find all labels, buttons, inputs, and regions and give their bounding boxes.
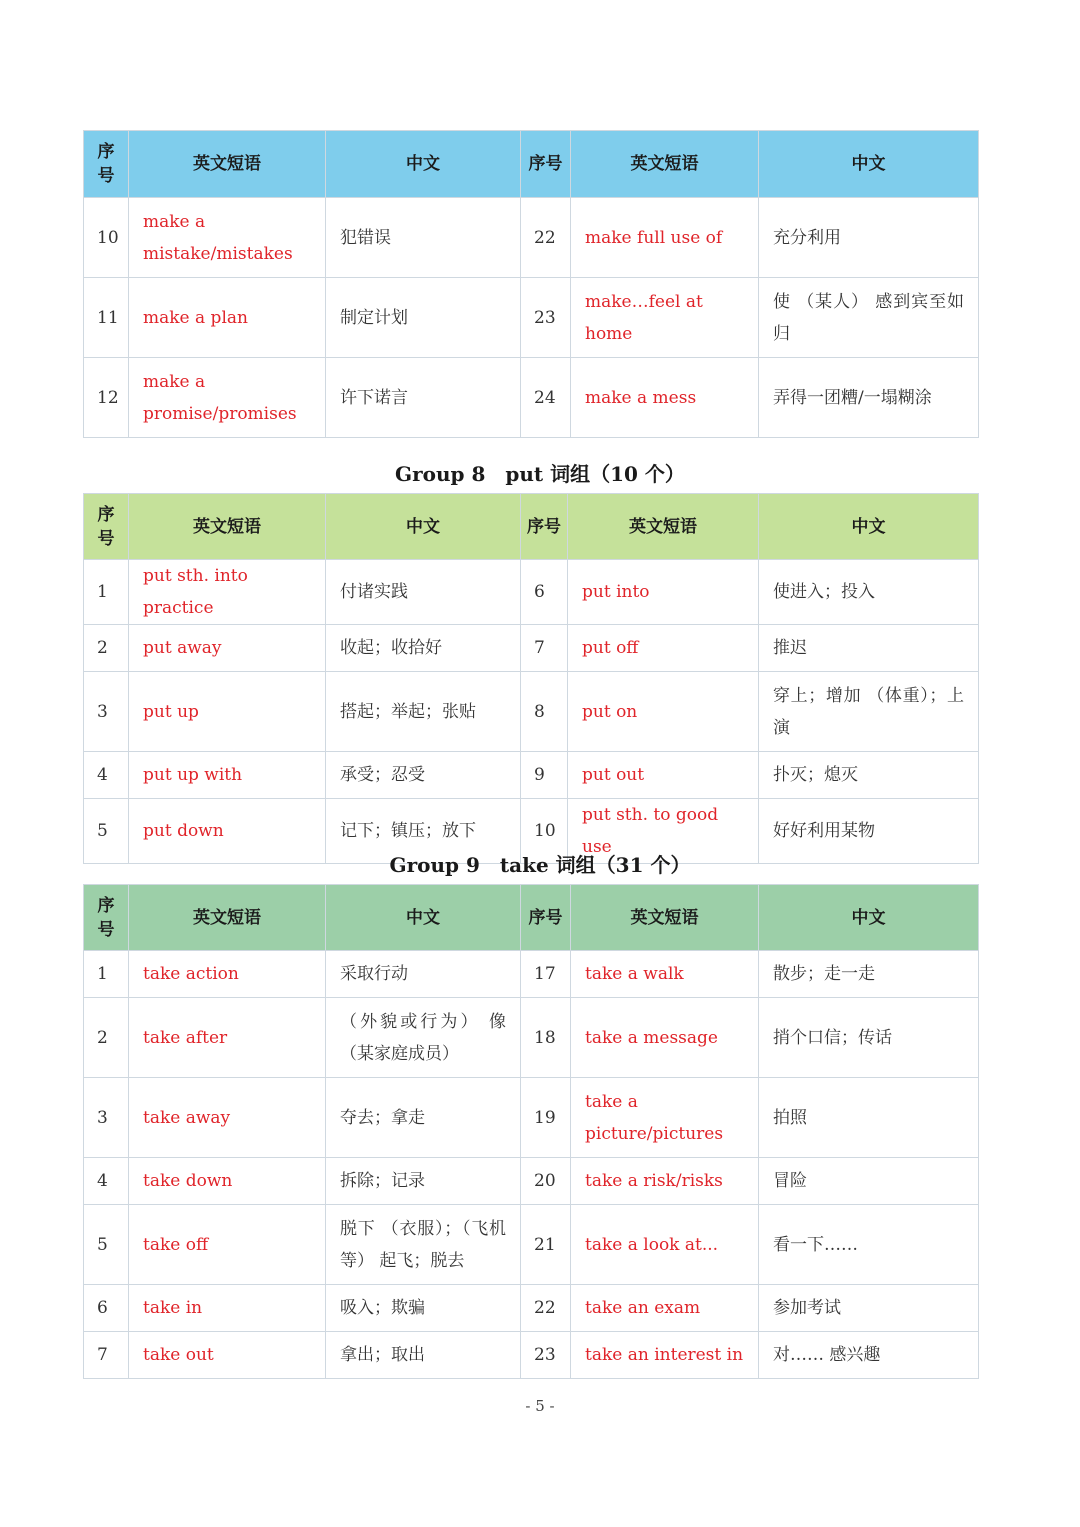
table-row — [84, 1285, 979, 1332]
english-phrase: put out — [568, 752, 759, 799]
chinese-meaning: 吸入；欺骗 — [326, 1285, 521, 1332]
make-phrases-table — [83, 130, 979, 438]
row-number: 18 — [521, 998, 571, 1078]
table-row — [84, 951, 979, 998]
header-phrase: 英文短语 — [129, 885, 326, 951]
english-phrase: put up — [129, 672, 326, 752]
chinese-meaning: 捎个口信；传话 — [759, 998, 979, 1078]
english-phrase: take a risk/risks — [571, 1158, 759, 1205]
row-number: 12 — [84, 358, 129, 438]
row-number: 21 — [521, 1205, 571, 1285]
chinese-meaning: 散步；走一走 — [759, 951, 979, 998]
table-row — [84, 560, 979, 625]
chinese-meaning: 使进入；投入 — [759, 560, 979, 625]
english-phrase: make a mess — [571, 358, 759, 438]
header-phrase: 英文短语 — [568, 494, 759, 560]
chinese-meaning: 冒险 — [759, 1158, 979, 1205]
row-number: 3 — [84, 1078, 129, 1158]
chinese-meaning: 付诸实践 — [326, 560, 521, 625]
english-phrase: put on — [568, 672, 759, 752]
chinese-meaning: 好好利用某物 — [759, 799, 979, 864]
english-phrase: make a promise/promises — [129, 358, 326, 438]
chinese-meaning: 承受；忍受 — [326, 752, 521, 799]
english-phrase: put up with — [129, 752, 326, 799]
english-phrase: make a mistake/mistakes — [129, 198, 326, 278]
english-phrase: make…feel at home — [571, 278, 759, 358]
chinese-meaning: 对…… 感兴趣 — [759, 1332, 979, 1379]
table-header-row — [84, 494, 979, 560]
english-phrase: make full use of — [571, 198, 759, 278]
header-num: 序号 — [521, 131, 571, 198]
chinese-meaning: 使 （某人） 感到宾至如归 — [759, 278, 979, 358]
table-row — [84, 278, 979, 358]
header-meaning: 中文 — [326, 494, 521, 560]
table-row — [84, 358, 979, 438]
row-number: 9 — [521, 752, 568, 799]
table-row — [84, 1332, 979, 1379]
english-phrase: make a plan — [129, 278, 326, 358]
english-phrase: put into — [568, 560, 759, 625]
row-number: 23 — [521, 1332, 571, 1379]
row-number: 22 — [521, 1285, 571, 1332]
header-phrase: 英文短语 — [571, 885, 759, 951]
english-phrase: put down — [129, 799, 326, 864]
row-number: 22 — [521, 198, 571, 278]
put-phrases-table — [83, 493, 979, 864]
chinese-meaning: 采取行动 — [326, 951, 521, 998]
chinese-meaning: 推迟 — [759, 625, 979, 672]
row-number: 7 — [84, 1332, 129, 1379]
row-number: 3 — [84, 672, 129, 752]
english-phrase: take an exam — [571, 1285, 759, 1332]
row-number: 2 — [84, 998, 129, 1078]
row-number: 1 — [84, 560, 129, 625]
table-row — [84, 1205, 979, 1285]
table-row — [84, 1078, 979, 1158]
chinese-meaning: 看一下…… — [759, 1205, 979, 1285]
row-number: 19 — [521, 1078, 571, 1158]
table-row — [84, 625, 979, 672]
row-number: 20 — [521, 1158, 571, 1205]
row-number: 10 — [521, 799, 568, 864]
row-number: 10 — [84, 198, 129, 278]
header-meaning: 中文 — [759, 131, 979, 198]
english-phrase: take in — [129, 1285, 326, 1332]
chinese-meaning: 穿上；增加 （体重）；上演 — [759, 672, 979, 752]
english-phrase: take off — [129, 1205, 326, 1285]
header-num: 序号 — [521, 494, 568, 560]
row-number: 2 — [84, 625, 129, 672]
english-phrase: take down — [129, 1158, 326, 1205]
take-phrases-table — [83, 884, 979, 1379]
chinese-meaning: （外貌或行为） 像（某家庭成员） — [326, 998, 521, 1078]
chinese-meaning: 脱下 （衣服）；（飞机等） 起飞；脱去 — [326, 1205, 521, 1285]
chinese-meaning: 犯错误 — [326, 198, 521, 278]
chinese-meaning: 许下诺言 — [326, 358, 521, 438]
table-row — [84, 1158, 979, 1205]
chinese-meaning: 制定计划 — [326, 278, 521, 358]
row-number: 8 — [521, 672, 568, 752]
row-number: 5 — [84, 1205, 129, 1285]
english-phrase: take a look at... — [571, 1205, 759, 1285]
header-phrase: 英文短语 — [129, 494, 326, 560]
english-phrase: put sth. to good use — [568, 799, 759, 864]
row-number: 7 — [521, 625, 568, 672]
english-phrase: take a picture/pictures — [571, 1078, 759, 1158]
header-phrase: 英文短语 — [571, 131, 759, 198]
english-phrase: take after — [129, 998, 326, 1078]
table-header-row — [84, 131, 979, 198]
row-number: 5 — [84, 799, 129, 864]
header-meaning: 中文 — [326, 131, 521, 198]
chinese-meaning: 夺去；拿走 — [326, 1078, 521, 1158]
row-number: 23 — [521, 278, 571, 358]
chinese-meaning: 弄得一团糟/一塌糊涂 — [759, 358, 979, 438]
header-num: 序号 — [84, 494, 129, 560]
chinese-meaning: 记下；镇压；放下 — [326, 799, 521, 864]
chinese-meaning: 充分利用 — [759, 198, 979, 278]
header-num: 序号 — [84, 885, 129, 951]
english-phrase: take a walk — [571, 951, 759, 998]
row-number: 11 — [84, 278, 129, 358]
header-meaning: 中文 — [326, 885, 521, 951]
row-number: 17 — [521, 951, 571, 998]
row-number: 6 — [521, 560, 568, 625]
row-number: 1 — [84, 951, 129, 998]
english-phrase: take an interest in — [571, 1332, 759, 1379]
table-row — [84, 672, 979, 752]
english-phrase: take out — [129, 1332, 326, 1379]
header-num: 序号 — [84, 131, 129, 198]
english-phrase: take action — [129, 951, 326, 998]
row-number: 24 — [521, 358, 571, 438]
header-meaning: 中文 — [759, 494, 979, 560]
english-phrase: put sth. into practice — [129, 560, 326, 625]
row-number: 4 — [84, 1158, 129, 1205]
row-number: 6 — [84, 1285, 129, 1332]
chinese-meaning: 拿出；取出 — [326, 1332, 521, 1379]
group8-title: Group 8 put 词组（10 个） — [395, 462, 685, 486]
chinese-meaning: 拍照 — [759, 1078, 979, 1158]
english-phrase: take a message — [571, 998, 759, 1078]
header-num: 序号 — [521, 885, 571, 951]
page-number: - 5 - — [525, 1397, 555, 1415]
chinese-meaning: 收起；收拾好 — [326, 625, 521, 672]
header-meaning: 中文 — [759, 885, 979, 951]
table-row — [84, 198, 979, 278]
table-row — [84, 752, 979, 799]
table-header-row — [84, 885, 979, 951]
group9-title: Group 9 take 词组（31 个） — [389, 853, 691, 877]
chinese-meaning: 参加考试 — [759, 1285, 979, 1332]
chinese-meaning: 扑灭；熄灭 — [759, 752, 979, 799]
english-phrase: take away — [129, 1078, 326, 1158]
table-row — [84, 998, 979, 1078]
english-phrase: put off — [568, 625, 759, 672]
header-phrase: 英文短语 — [129, 131, 326, 198]
english-phrase: put away — [129, 625, 326, 672]
chinese-meaning: 拆除；记录 — [326, 1158, 521, 1205]
row-number: 4 — [84, 752, 129, 799]
chinese-meaning: 搭起；举起；张贴 — [326, 672, 521, 752]
